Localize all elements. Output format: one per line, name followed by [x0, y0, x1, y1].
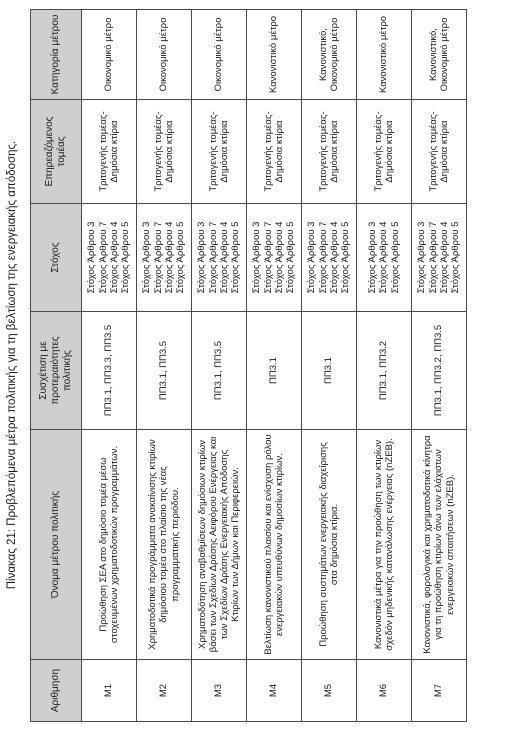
goal-line: Στόχος Άρθρου 4 — [329, 221, 340, 294]
goal-line: Στόχος Άρθρου 7 — [152, 221, 164, 294]
goal-line: Στόχος Άρθρου 5 — [120, 221, 132, 294]
measure-relation: ΠΠ3.1 — [302, 312, 357, 430]
measure-category: Οικονομικό μέτρο — [192, 10, 247, 100]
table-row — [412, 10, 467, 722]
goal-line: Στόχος Άρθρου 5 — [450, 221, 462, 294]
header-goal: Στόχος — [31, 204, 82, 312]
goal-line: Στόχος Άρθρου 7 — [262, 221, 274, 294]
measure-id: Μ1 — [82, 660, 137, 722]
measure-name: Προώθηση συστημάτων ενεργειακής διαχείρισης στα δημόσια κτίρια. — [302, 430, 357, 660]
table-caption: Πίνακας 21: Προβλεπόμενα μέτρα πολιτικής για τη βελτίωση της ενεργειακής απόδοσης. — [6, 140, 18, 590]
measure-sector: Τριτογενής τομέας-Δημόσια κτίρια — [412, 100, 467, 204]
goal-line: Στόχος Άρθρου 3 — [86, 221, 98, 294]
measure-goal — [412, 204, 467, 312]
measure-id: Μ3 — [192, 660, 247, 722]
policy-measures-table — [30, 9, 467, 722]
goal-line: Στόχος Άρθρου 4 — [274, 221, 285, 294]
goal-line: Στόχος Άρθρου 3 — [251, 221, 263, 294]
measure-name: Κανονιστικά, φορολογικά και χρηματοδοτικά κίνητρα για τη προώθηση κτιρίων άνω των ελάχιστων ενεργειακών απαιτήσεων (nZEB). — [412, 430, 467, 660]
measure-sector: Τριτογενής τομέας-Δημόσια κτίρια — [192, 100, 247, 204]
measure-relation: ΠΠ3.1, ΠΠ3.5 — [137, 312, 192, 430]
measure-goal — [357, 204, 412, 312]
measure-id: Μ4 — [247, 660, 302, 722]
table-row — [357, 10, 412, 722]
measure-category: Οικονομικό μέτρο — [137, 10, 192, 100]
header-relation: Συσχέτιση με προτεραιότητες πολιτικής — [31, 312, 82, 430]
measure-id: Μ2 — [137, 660, 192, 722]
measure-relation: ΠΠ3.1, ΠΠ3.3, ΠΠ3.5 — [82, 312, 137, 430]
measure-category: Κανονιστικό μέτρο — [357, 10, 412, 100]
measure-sector: Τριτογενής τομέας-Δημόσια κτίρια — [82, 100, 137, 204]
goal-line: Στόχος Άρθρου 3 — [416, 221, 428, 294]
measure-name: Χρηματοδοτικά προγράμματα ανακαίνισης κτιρίων δημόσιου τομέα στο πλαίσιο της νέας προγραμματικής περιόδου. — [137, 430, 192, 660]
header-category: Κατηγορία μέτρου — [31, 10, 82, 100]
header-sector: Επηρεαζόμενος τομέας — [31, 100, 82, 204]
measure-name: Κανονιστικά μέτρα για την προώθηση των κτιρίων σχεδόν μηδενικής κατανάλωσης ενέργειας (nZEB). — [357, 430, 412, 660]
goal-line: Στόχος Άρθρου 4 — [164, 221, 175, 294]
goal-line: Στόχος Άρθρου 5 — [285, 221, 297, 294]
goal-line: Στόχος Άρθρου 5 — [230, 221, 242, 294]
goal-line: Στόχος Άρθρου 7 — [317, 221, 329, 294]
goal-line: Στόχος Άρθρου 4 — [378, 221, 390, 294]
measure-goal — [302, 204, 357, 312]
header-name: Όνομα μέτρου πολιτικής — [31, 430, 82, 660]
goal-line: Στόχος Άρθρου 5 — [175, 221, 187, 294]
measure-sector: Τριτογενής τομέας-Δημόσια κτίρια — [137, 100, 192, 204]
measure-sector: Τριτογενής τομέας-Δημόσια κτίρια — [247, 100, 302, 204]
measure-goal — [137, 204, 192, 312]
measure-category: Κανονιστικό, Οικονομικό μέτρο — [412, 10, 467, 100]
measure-goal — [247, 204, 302, 312]
measure-relation: ΠΠ3.1, ΠΠ3.2 — [357, 312, 412, 430]
goal-line: Στόχος Άρθρου 7 — [207, 221, 219, 294]
measure-category: Κανονιστικό μέτρο — [247, 10, 302, 100]
table-row — [192, 10, 247, 722]
measure-id: Μ7 — [412, 660, 467, 722]
table-row — [302, 10, 357, 722]
goal-line: Στόχος Άρθρου 7 — [427, 221, 439, 294]
goal-line: Στόχος Άρθρου 4 — [439, 221, 450, 294]
table-row — [82, 10, 137, 722]
table-header-row — [31, 10, 82, 722]
goal-line: Στόχος Άρθρου 3 — [366, 221, 378, 294]
table-row — [247, 10, 302, 722]
table-row — [137, 10, 192, 722]
measure-id: Μ6 — [357, 660, 412, 722]
measure-sector: Τριτογενής τομέας-Δημόσια κτίρια — [302, 100, 357, 204]
measure-category: Κανονιστικό, Οικονομικό μέτρο — [302, 10, 357, 100]
measure-id: Μ5 — [302, 660, 357, 722]
goal-line: Στόχος Άρθρου 3 — [196, 221, 208, 294]
measure-category: Οικονομικό μέτρο — [82, 10, 137, 100]
header-id: Αριθμηση — [31, 660, 82, 722]
goal-line: Στόχος Άρθρου 5 — [340, 221, 352, 294]
goal-line: Στόχος Άρθρου 3 — [141, 221, 153, 294]
goal-line: Στόχος Άρθρου 4 — [219, 221, 230, 294]
measure-name: Προώθηση ΣΕΑ στο δημόσιο τομέα μέσω στοχευμένων χρηματοδοτικών προγραμμάτων. — [82, 430, 137, 660]
table-body — [82, 10, 467, 722]
measure-goal — [82, 204, 137, 312]
measure-name: Χρηματοδότηση αναβαθμίσεων δημόσιων κτιρίων βάσει των Σχεδίων Δράσης Αειφόρου Ενέργειας και των Σχεδίων Δράσης Ενεργειακής Απόδοσης Κτιρίων των Δήμων και Περιφερειών. — [192, 430, 247, 660]
goal-line: Στόχος Άρθρου 7 — [97, 221, 109, 294]
goal-line: Στόχος Άρθρου 3 — [306, 221, 318, 294]
measure-name: Βελτίωση κανονιστικού πλαισίου και ενίσχυση ρόλου ενεργειακών υπευθύνων δημοσίων κτιρίων. — [247, 430, 302, 660]
goal-line: Στόχος Άρθρου 4 — [109, 221, 120, 294]
measure-relation: ΠΠ3.1, ΠΠ3.2, ΠΠ3.5 — [412, 312, 467, 430]
goal-line: Στόχος Άρθρου 5 — [389, 221, 401, 294]
measure-goal — [192, 204, 247, 312]
measure-sector: Τριτογενής τομέας-Δημόσια κτίρια — [357, 100, 412, 204]
measure-relation: ΠΠ3.1 — [247, 312, 302, 430]
measure-relation: ΠΠ3.1, ΠΠ3.5 — [192, 312, 247, 430]
